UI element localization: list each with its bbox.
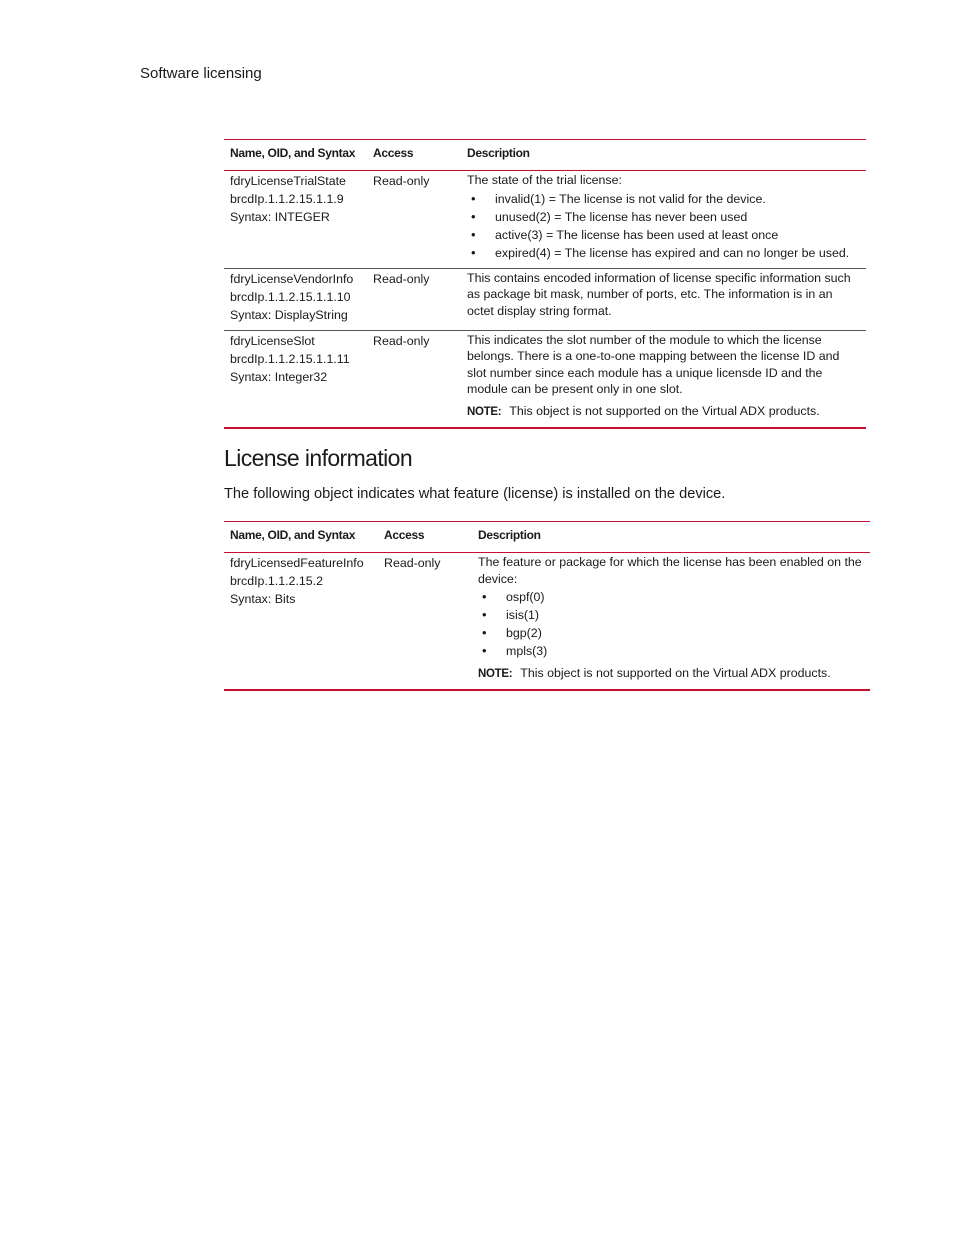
table-row bbox=[224, 553, 870, 691]
column-header-name: Name, OID, and Syntax bbox=[224, 140, 367, 171]
description-text: This indicates the slot number of the module to which the license belongs. There is a one-to-one mapping between the license ID and slot number since each module has a unique licensde ID and the module can be present only in one slot. bbox=[467, 332, 840, 396]
note bbox=[478, 664, 864, 683]
access-cell: Read-only bbox=[367, 330, 461, 428]
bullet-list bbox=[478, 588, 864, 660]
object-oid: brcdIp.1.1.2.15.1.1.9 bbox=[230, 192, 344, 206]
description-cell bbox=[461, 268, 866, 330]
column-header-description: Description bbox=[461, 140, 866, 171]
object-name: fdryLicensedFeatureInfo bbox=[230, 556, 364, 570]
list-item: • mpls(3) bbox=[482, 643, 548, 658]
list-item: • unused(2) = The license has never been used bbox=[471, 208, 748, 224]
bullet-list bbox=[467, 190, 860, 262]
column-header-name: Name, OID, and Syntax bbox=[224, 522, 378, 553]
list-item: • ospf(0) bbox=[482, 589, 545, 604]
table-header-row bbox=[224, 140, 866, 171]
mib-object-table-2 bbox=[224, 521, 870, 691]
object-cell bbox=[224, 553, 378, 691]
description-cell bbox=[461, 330, 866, 428]
note-text: This object is not supported on the Virtual ADX products. bbox=[520, 666, 831, 680]
bullet-icon: • bbox=[471, 190, 476, 206]
bullet-icon: • bbox=[482, 625, 487, 640]
table-header-row bbox=[224, 522, 870, 553]
description-cell bbox=[472, 553, 870, 691]
object-name: fdryLicenseTrialState bbox=[230, 174, 346, 188]
table-row bbox=[224, 330, 866, 428]
object-name: fdryLicenseSlot bbox=[230, 333, 315, 348]
list-item: • active(3) = The license has been used at least once bbox=[471, 226, 779, 242]
note-label: NOTE: bbox=[467, 405, 502, 418]
bullet-icon: • bbox=[471, 208, 476, 224]
list-item: • bgp(2) bbox=[482, 625, 542, 640]
object-syntax: Syntax: Integer32 bbox=[230, 369, 328, 384]
bullet-icon: • bbox=[471, 244, 476, 260]
description-text: The state of the trial license: bbox=[467, 173, 622, 187]
access-cell: Read-only bbox=[367, 268, 461, 330]
object-syntax: Syntax: DisplayString bbox=[230, 307, 348, 322]
table-row bbox=[224, 268, 866, 330]
object-cell bbox=[224, 330, 367, 428]
bullet-icon: • bbox=[482, 607, 487, 622]
table-row bbox=[224, 171, 866, 269]
note-text: This object is not supported on the Virtual ADX products. bbox=[509, 403, 820, 418]
object-oid: brcdIp.1.1.2.15.2 bbox=[230, 574, 323, 588]
bullet-icon: • bbox=[482, 589, 487, 604]
column-header-access: Access bbox=[367, 140, 461, 171]
list-item: • invalid(1) = The license is not valid for the device. bbox=[471, 190, 766, 206]
description-text: This contains encoded information of license specific information such as package bit mask, number of ports, etc. The information is in an octet display string format. bbox=[467, 270, 851, 318]
object-syntax: Syntax: INTEGER bbox=[230, 210, 330, 224]
column-header-description: Description bbox=[472, 522, 870, 553]
bullet-icon: • bbox=[482, 643, 487, 658]
bullet-icon: • bbox=[471, 226, 476, 242]
note-label: NOTE: bbox=[478, 668, 513, 680]
access-cell: Read-only bbox=[367, 171, 461, 269]
section-intro: The following object indicates what feature (license) is installed on the device. bbox=[224, 486, 726, 502]
description-cell bbox=[461, 171, 866, 269]
object-oid: brcdIp.1.1.2.15.1.1.11 bbox=[230, 351, 350, 366]
mib-object-table-1 bbox=[224, 139, 866, 429]
object-name: fdryLicenseVendorInfo bbox=[230, 271, 354, 286]
note bbox=[467, 402, 860, 421]
list-item: • isis(1) bbox=[482, 607, 540, 622]
object-cell bbox=[224, 268, 367, 330]
object-syntax: Syntax: Bits bbox=[230, 592, 296, 606]
section-heading: License information bbox=[224, 445, 413, 471]
object-oid: brcdIp.1.1.2.15.1.1.10 bbox=[230, 289, 351, 304]
running-header: Software licensing bbox=[140, 65, 262, 82]
column-header-access: Access bbox=[378, 522, 472, 553]
access-cell: Read-only bbox=[378, 553, 472, 691]
object-cell bbox=[224, 171, 367, 269]
description-text: The feature or package for which the license has been enabled on the device: bbox=[478, 555, 862, 586]
list-item: • expired(4) = The license has expired and can no longer be used. bbox=[471, 244, 850, 260]
